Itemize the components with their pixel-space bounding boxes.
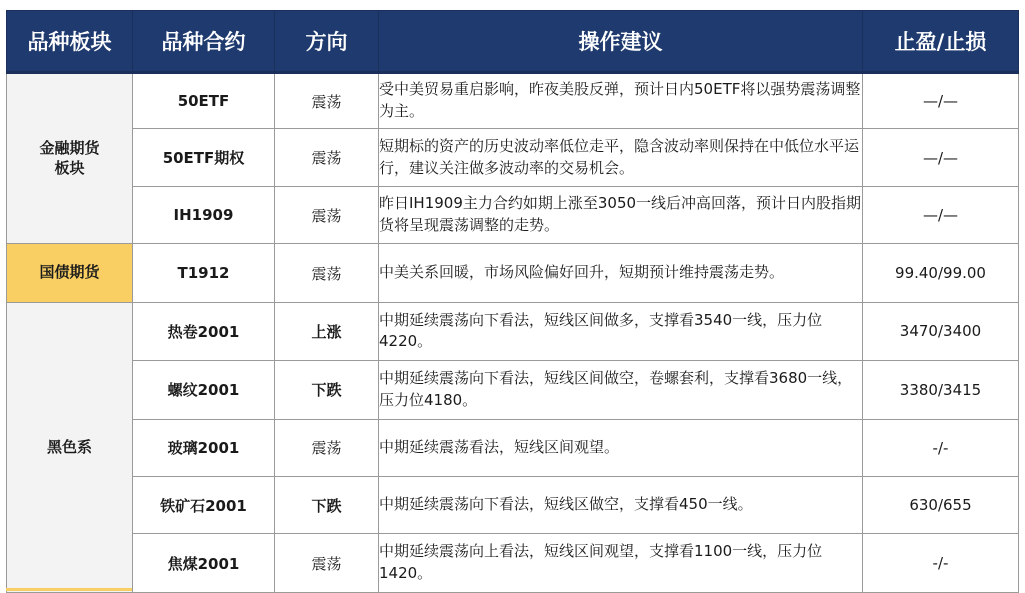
table-row (7, 129, 1019, 186)
table-row (7, 302, 1019, 360)
advice-cell: 中期延续震荡看法，短线区间观望。 (379, 419, 863, 476)
contract-cell: 热卷2001 (133, 302, 275, 360)
contract-cell: IH1909 (133, 186, 275, 243)
stop-cell: -/- (863, 419, 1019, 476)
advice-cell: 中美关系回暖，市场风险偏好回升，短期预计维持震荡走势。 (379, 244, 863, 302)
advice-cell: 短期标的资产的历史波动率低位走平，隐含波动率则保持在中低位水平运行，建议关注做多波动率的交易机会。 (379, 129, 863, 186)
stop-cell: 630/655 (863, 477, 1019, 534)
advice-cell: 受中美贸易重启影响，昨夜美股反弹，预计日内50ETF将以强势震荡调整为主。 (379, 73, 863, 129)
header-stop: 止盈/止损 (863, 11, 1019, 73)
sector-label: 金融期货板块 (39, 139, 100, 177)
direction-cell: 下跌 (275, 361, 379, 419)
table-row (7, 73, 1019, 129)
advice-cell: 中期延续震荡向下看法，短线区间做空，卷螺套利，支撑看3680一线，压力位4180。 (379, 361, 863, 419)
stop-cell: —/— (863, 129, 1019, 186)
table-row (7, 419, 1019, 476)
top-margin (0, 0, 1025, 10)
advice-cell: 中期延续震荡向下看法，短线区做空，支撑看450一线。 (379, 477, 863, 534)
contract-cell: T1912 (133, 244, 275, 302)
direction-cell: 震荡 (275, 73, 379, 129)
stop-cell: —/— (863, 73, 1019, 129)
header-direction: 方向 (275, 11, 379, 73)
table-row (7, 186, 1019, 243)
trading-advice-table (6, 10, 1019, 593)
table-row (7, 477, 1019, 534)
stop-cell: —/— (863, 186, 1019, 243)
contract-cell: 焦煤2001 (133, 534, 275, 593)
table-header-row (7, 11, 1019, 73)
table-row (7, 361, 1019, 419)
stop-cell: 99.40/99.00 (863, 244, 1019, 302)
direction-cell: 下跌 (275, 477, 379, 534)
header-contract: 品种合约 (133, 11, 275, 73)
header-sector: 品种板块 (7, 11, 133, 73)
sector-cell-financial (7, 73, 133, 244)
contract-cell: 铁矿石2001 (133, 477, 275, 534)
contract-cell: 玻璃2001 (133, 419, 275, 476)
direction-cell: 震荡 (275, 186, 379, 243)
contract-cell: 50ETF (133, 73, 275, 129)
stop-cell: 3380/3415 (863, 361, 1019, 419)
stop-cell: 3470/3400 (863, 302, 1019, 360)
direction-cell: 震荡 (275, 534, 379, 593)
advice-cell: 中期延续震荡向下看法，短线区间做多，支撑看3540一线，压力位4220。 (379, 302, 863, 360)
sector-cell-ferrous: 黑色系 (7, 302, 133, 592)
contract-cell: 50ETF期权 (133, 129, 275, 186)
direction-cell: 震荡 (275, 129, 379, 186)
table-row (7, 244, 1019, 302)
direction-cell: 上涨 (275, 302, 379, 360)
header-advice: 操作建议 (379, 11, 863, 73)
direction-cell: 震荡 (275, 244, 379, 302)
advice-cell: 中期延续震荡向上看法，短线区间观望，支撑看1100一线，压力位1420。 (379, 534, 863, 593)
advice-cell: 昨日IH1909主力合约如期上涨至3050一线后冲高回落，预计日内股指期货将呈现震荡调整的走势。 (379, 186, 863, 243)
sector-cell-treasury: 国债期货 (7, 244, 133, 302)
table-row (7, 534, 1019, 593)
stop-cell: -/- (863, 534, 1019, 593)
contract-cell: 螺纹2001 (133, 361, 275, 419)
direction-cell: 震荡 (275, 419, 379, 476)
